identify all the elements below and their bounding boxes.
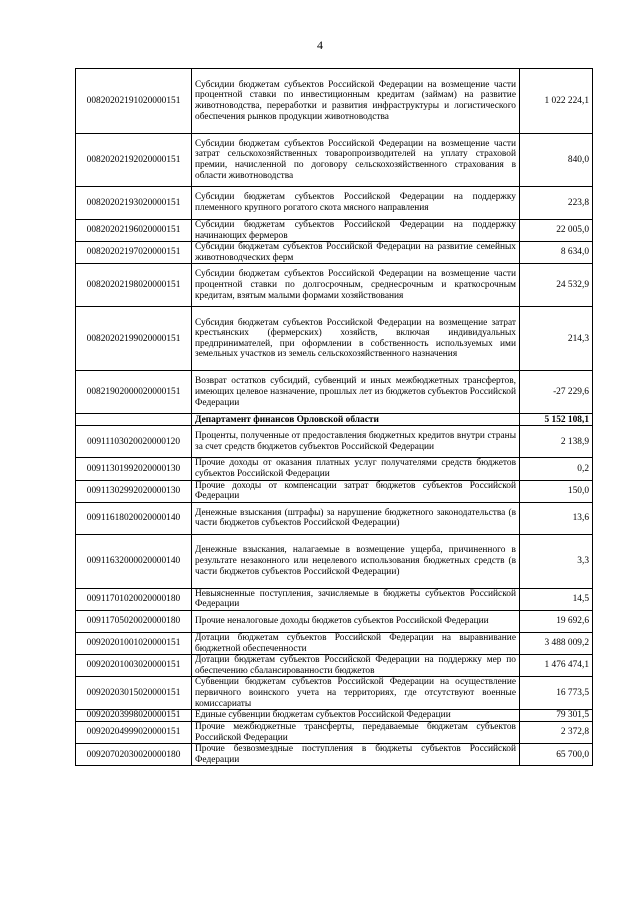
revenue-name-cell: Денежные взыскания (штрафы) за нарушение бюджетного законодательства (в части бюджетов субъектов Российской Федерации) <box>192 502 520 534</box>
revenue-name-cell: Субвенции бюджетам субъектов Российской Федерации на осуществление первичного воинского учета на территориях, где отсутствуют военные комиссариаты <box>192 677 520 710</box>
revenue-name-cell: Денежные взыскания, налагаемые в возмещение ущерба, причиненного в результате незаконного или нецелевого использования бюджетных средств (в части бюджетов субъектов Российской Федерации) <box>192 534 520 588</box>
revenue-name-cell: Субсидии бюджетам субъектов Российской Федерации на поддержку племенного крупного рогатого скота мясного направления <box>192 187 520 220</box>
budget-code-cell: 00920203015020000151 <box>76 677 192 710</box>
table-body <box>76 69 593 766</box>
budget-code-cell: 00920201001020000151 <box>76 632 192 654</box>
table-row <box>76 307 593 371</box>
table-row <box>76 722 593 744</box>
department-row <box>76 414 593 426</box>
amount-cell: 13,6 <box>520 502 593 534</box>
amount-cell: 150,0 <box>520 480 593 502</box>
amount-cell: -27 229,6 <box>520 371 593 414</box>
budget-code-cell: 00920203998020000151 <box>76 710 192 722</box>
revenue-name-cell: Субсидии бюджетам субъектов Российской Федерации на возмещение части затрат сельскохозяйственных товаропроизводителей на уплату страховой премии, начисленной по договору сельскохозяйственного страхования в области животноводства <box>192 134 520 187</box>
budget-code-cell: 00920702030020000180 <box>76 744 192 766</box>
table-row <box>76 371 593 414</box>
budget-code-cell: 00911705020020000180 <box>76 610 192 632</box>
budget-code-cell: 00911618020020000140 <box>76 502 192 534</box>
table-row <box>76 426 593 458</box>
budget-code-cell: 00821902000020000151 <box>76 371 192 414</box>
budget-code-cell <box>76 414 192 426</box>
revenue-name-cell: Субсидии бюджетам субъектов Российской Федерации на возмещение части процентной ставки по долгосрочным, среднесрочным и краткосрочным кредитам, взятым малыми формами хозяйствования <box>192 264 520 307</box>
table-row <box>76 458 593 480</box>
amount-cell: 840,0 <box>520 134 593 187</box>
budget-code-cell: 00820202192020000151 <box>76 134 192 187</box>
table-row <box>76 744 593 766</box>
revenue-name-cell: Субсидии бюджетам субъектов Российской Федерации на возмещение части процентной ставки по инвестиционным кредитам (займам) на развитие животноводства, переработки и развития инфраструктуры и логистического обеспечения рынков продукции животноводства <box>192 69 520 134</box>
budget-revenue-table <box>75 68 593 766</box>
revenue-name-cell: Департамент финансов Орловской области <box>192 414 520 426</box>
amount-cell: 16 773,5 <box>520 677 593 710</box>
amount-cell: 65 700,0 <box>520 744 593 766</box>
amount-cell: 2 372,8 <box>520 722 593 744</box>
amount-cell: 22 005,0 <box>520 220 593 242</box>
amount-cell: 2 138,9 <box>520 426 593 458</box>
revenue-name-cell: Субсидии бюджетам субъектов Российской Федерации на поддержку начинающих фермеров <box>192 220 520 242</box>
amount-cell: 3,3 <box>520 534 593 588</box>
amount-cell: 223,8 <box>520 187 593 220</box>
page-number: 4 <box>317 38 323 52</box>
revenue-name-cell: Проценты, полученные от предоставления бюджетных кредитов внутри страны за счет средств бюджетов субъектов Российской Федерации <box>192 426 520 458</box>
budget-code-cell: 00911103020020000120 <box>76 426 192 458</box>
amount-cell: 24 532,9 <box>520 264 593 307</box>
amount-cell: 3 488 009,2 <box>520 632 593 654</box>
budget-code-cell: 00820202199020000151 <box>76 307 192 371</box>
budget-code-cell: 00920204999020000151 <box>76 722 192 744</box>
amount-cell: 0,2 <box>520 458 593 480</box>
amount-cell: 5 152 108,1 <box>520 414 593 426</box>
budget-code-cell: 00911632000020000140 <box>76 534 192 588</box>
table-row <box>76 480 593 502</box>
budget-code-cell: 00820202193020000151 <box>76 187 192 220</box>
amount-cell: 1 476 474,1 <box>520 655 593 677</box>
amount-cell: 1 022 224,1 <box>520 69 593 134</box>
table-row <box>76 655 593 677</box>
budget-code-cell: 00820202191020000151 <box>76 69 192 134</box>
budget-code-cell: 00911301992020000130 <box>76 458 192 480</box>
table-row <box>76 187 593 220</box>
table-row <box>76 264 593 307</box>
table-row <box>76 710 593 722</box>
table-row <box>76 134 593 187</box>
table-row <box>76 588 593 610</box>
table-row <box>76 69 593 134</box>
revenue-name-cell: Прочие доходы от компенсации затрат бюджетов субъектов Российской Федерации <box>192 480 520 502</box>
table-row <box>76 534 593 588</box>
table-row <box>76 632 593 654</box>
revenue-name-cell: Прочие неналоговые доходы бюджетов субъектов Российской Федерации <box>192 610 520 632</box>
revenue-name-cell: Единые субвенции бюджетам субъектов Российской Федерации <box>192 710 520 722</box>
revenue-name-cell: Дотации бюджетам субъектов Российской Федерации на выравнивание бюджетной обеспеченности <box>192 632 520 654</box>
table-row <box>76 242 593 264</box>
amount-cell: 14,5 <box>520 588 593 610</box>
revenue-name-cell: Прочие межбюджетные трансферты, передаваемые бюджетам субъектов Российской Федерации <box>192 722 520 744</box>
amount-cell: 214,3 <box>520 307 593 371</box>
revenue-name-cell: Невыясненные поступления, зачисляемые в бюджеты субъектов Российской Федерации <box>192 588 520 610</box>
amount-cell: 79 301,5 <box>520 710 593 722</box>
budget-code-cell: 00820202198020000151 <box>76 264 192 307</box>
revenue-name-cell: Прочие доходы от оказания платных услуг получателями средств бюджетов субъектов Российской Федерации <box>192 458 520 480</box>
revenue-name-cell: Субсидии бюджетам субъектов Российской Федерации на развитие семейных животноводческих ферм <box>192 242 520 264</box>
revenue-name-cell: Возврат остатков субсидий, субвенций и иных межбюджетных трансфертов, имеющих целевое назначение, прошлых лет из бюджетов субъектов Российской Федерации <box>192 371 520 414</box>
amount-cell: 19 692,6 <box>520 610 593 632</box>
table-row <box>76 677 593 710</box>
table-row <box>76 610 593 632</box>
budget-code-cell: 00911302992020000130 <box>76 480 192 502</box>
table-row <box>76 502 593 534</box>
table-row <box>76 220 593 242</box>
budget-code-cell: 00911701020020000180 <box>76 588 192 610</box>
budget-code-cell: 00820202197020000151 <box>76 242 192 264</box>
amount-cell: 8 634,0 <box>520 242 593 264</box>
revenue-name-cell: Субсидия бюджетам субъектов Российской Федерации на возмещение затрат крестьянских (фермерских) хозяйств, включая индивидуальных предпринимателей, при оформлении в собственность используемых ими земельных участков из земель сельскохозяйственного назначения <box>192 307 520 371</box>
budget-code-cell: 00920201003020000151 <box>76 655 192 677</box>
budget-code-cell: 00820202196020000151 <box>76 220 192 242</box>
revenue-name-cell: Прочие безвозмездные поступления в бюджеты субъектов Российской Федерации <box>192 744 520 766</box>
revenue-name-cell: Дотации бюджетам субъектов Российской Федерации на поддержку мер по обеспечению сбалансированности бюджетов <box>192 655 520 677</box>
